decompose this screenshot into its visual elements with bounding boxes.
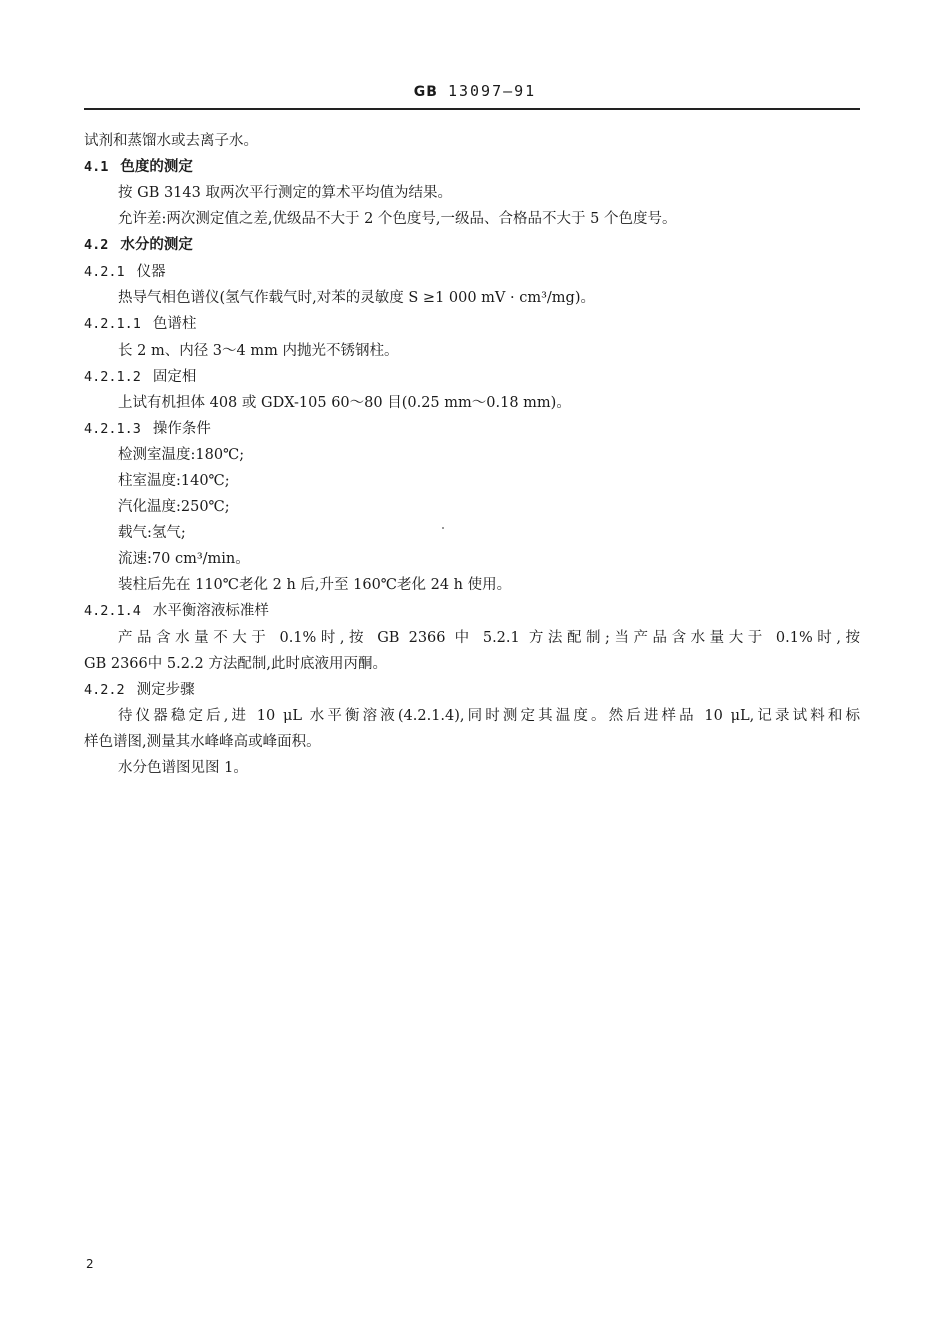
section-number: 4.2 xyxy=(84,237,109,253)
section-4-2-1-heading xyxy=(84,262,166,282)
section-4-2-1-2-heading xyxy=(84,367,196,387)
section-title: 仪器 xyxy=(136,264,166,280)
intro-line: 试剂和蒸馏水或去离子水。 xyxy=(84,133,258,149)
section-number: 4.2.1 xyxy=(84,264,125,280)
header-divider xyxy=(84,108,860,110)
paragraph: 长 2 m、内径 3～4 mm 内抛光不锈钢柱。 xyxy=(118,343,399,359)
section-number: 4.2.1.2 xyxy=(84,369,141,385)
paragraph-continuation: 样色谱图,测量其水峰峰高或峰面积。 xyxy=(84,734,321,750)
section-4-2-1-3-heading xyxy=(84,419,211,439)
paragraph: 按 GB 3143 取两次平行测定的算术平均值为结果。 xyxy=(118,185,452,201)
paragraph: 产品含水量不大于 0.1%时,按 GB 2366 中 5.2.1 方法配制;当产品含水量大于 0.1%时,按 xyxy=(118,630,860,646)
section-title: 操作条件 xyxy=(152,421,211,437)
condition-line: 装柱后先在 110℃老化 2 h 后,升至 160℃老化 24 h 使用。 xyxy=(118,577,512,593)
section-title: 水分的测定 xyxy=(120,236,193,253)
condition-line: 柱室温度:140℃; xyxy=(118,473,230,489)
section-4-2-heading xyxy=(84,235,193,255)
section-number: 4.2.1.1 xyxy=(84,316,141,332)
page-header xyxy=(0,82,950,100)
standard-prefix: GB xyxy=(413,84,438,100)
section-number: 4.2.1.4 xyxy=(84,603,141,619)
section-number: 4.2.1.3 xyxy=(84,421,141,437)
section-4-1-heading xyxy=(84,157,193,177)
section-title: 色度的测定 xyxy=(120,158,193,175)
section-title: 色谱柱 xyxy=(152,316,197,332)
section-title: 测定步骤 xyxy=(136,682,195,698)
paragraph: 待仪器稳定后,进 10 μL 水平衡溶液(4.2.1.4),同时测定其温度。然后进样品 10 μL,记录试料和标 xyxy=(118,708,860,724)
paragraph-continuation: GB 2366中 5.2.2 方法配制,此时底液用丙酮。 xyxy=(84,656,387,672)
scan-speck xyxy=(442,527,444,529)
section-title: 固定相 xyxy=(152,369,197,385)
section-number: 4.1 xyxy=(84,159,109,175)
paragraph: 允许差:两次测定值之差,优级品不大于 2 个色度号,一级品、合格品不大于 5 个色度号。 xyxy=(118,211,677,227)
standard-number: 13097—91 xyxy=(447,82,537,100)
section-title: 水平衡溶液标准样 xyxy=(152,603,269,619)
paragraph: 热导气相色谱仪(氢气作载气时,对苯的灵敏度 S ≥1 000 mV · cm³/mg)。 xyxy=(118,290,595,306)
paragraph: 水分色谱图见图 1。 xyxy=(118,760,248,776)
condition-line: 汽化温度:250℃; xyxy=(118,499,230,515)
condition-line: 载气:氢气; xyxy=(118,525,186,541)
section-4-2-2-heading xyxy=(84,680,195,700)
condition-line: 检测室温度:180℃; xyxy=(118,447,245,463)
section-4-2-1-4-heading xyxy=(84,601,269,621)
section-number: 4.2.2 xyxy=(84,682,125,698)
condition-line: 流速:70 cm³/min。 xyxy=(118,551,250,567)
paragraph: 上试有机担体 408 或 GDX-105 60～80 目(0.25 mm～0.18 mm)。 xyxy=(118,395,571,411)
section-4-2-1-1-heading xyxy=(84,314,196,334)
page-number: 2 xyxy=(86,1257,94,1271)
